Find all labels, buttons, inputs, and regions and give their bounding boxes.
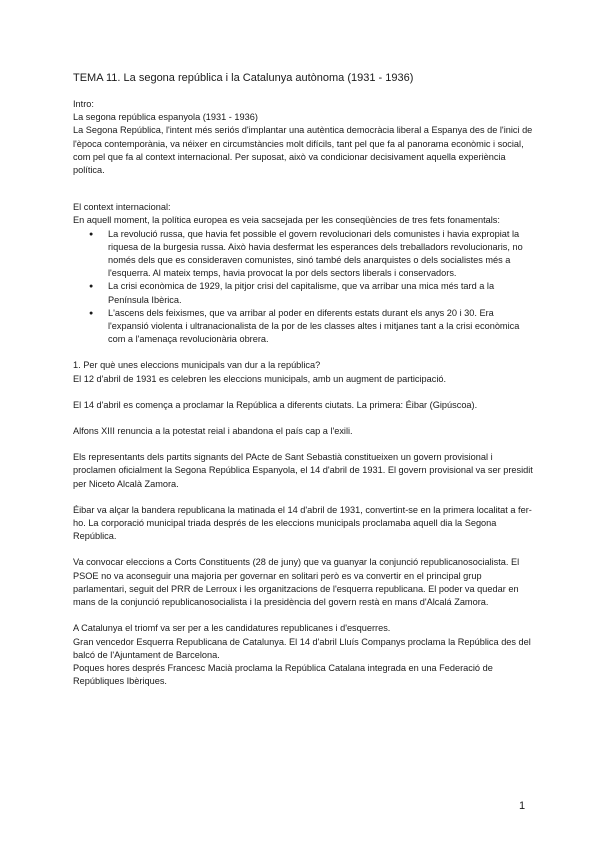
context-heading: El context internacional: [73,202,171,213]
spacer [73,609,535,622]
section1-heading: 1. Per què unes eleccions municipals van dur a la república? [73,360,321,371]
spacer [73,543,535,556]
bullet-item: ● La revolució russa, que havia fet possible el govern revolucionari dels comunistes i havia expropiat la riquesa de la burgesia russa. Això havia desfermat les esperances dels treballadors revolucionaris, no només dels que es consideraven comunistes, sinó també dels anarquistes o dels socialistes més a l'esquerra. Al mateix temps, havia provocat la por dels sectors liberals i conservadors. [108,228,535,281]
section1-paragraph: Poques hores després Francesc Macià proclama la República Catalana integrada en una Federació de Repúbliques Ibèriques. [73,662,493,687]
bullet-item: ● L'ascens dels feixismes, que va arribar al poder en diferents estats durant els anys 20 i 30. Era l'expansió violenta i ultranacionalista de la por de les classes altes i mitjanes tant a la crisi econòmica com a l'amenaça revolucionària obrera. [108,307,535,347]
section1-paragraph: Els representants dels partits signants del PActe de Sant Sebastià constitueixen un govern provisional i proclamen oficialment la Segona República Espanyola, el 14 d'abril de 1931. El govern provisional va ser presidit per Niceto Alcalà Zamora. [73,452,533,489]
page-number: 1 [519,800,526,812]
intro-heading: Intro: [73,99,94,109]
spacer [73,491,535,504]
spacer [73,346,535,359]
context-lead: En aquell moment, la política europea es veia sacsejada per les conseqüències de tres fets fonamentals: [73,215,500,226]
context-bullet-list [73,228,535,347]
section1-paragraph: Gran vencedor Esquerra Republicana de Catalunya. El 14 d'abril Lluís Companys proclama la República des del balcó de l'Ajuntament de Barcelona. [73,636,531,660]
spacer [73,438,535,451]
section1-paragraph: Alfons XIII renuncia a la potestat reial i abandona el país cap a l'exili. [73,426,353,437]
section1-paragraph: Va convocar eleccions a Corts Constituents (28 de juny) que va guanyar la conjunció republicanosocialista. El PSOE no va aconseguir una majoria per governar en solitari però es va convertir en el principal grup parlamentari, seguit del PRR de Lerroux i les organitzacions de l'esquerra republicana. El poder va quedar en mans de la conjunció republicanosocialista i la presidència del govern restà en mans d'Alcalá Zamora. [73,557,520,608]
document-body [73,71,535,688]
intro-paragraph: La Segona República, l'intent més seriós d'implantar una autèntica democràcia liberal a Espanya des de l'inici de l'època contemporània, va néixer en circumstàncies molt difícils, tant pel que fa al panorama econòmic i social, com pel que fa al context internacional. Per suposat, això va condicionar decisivament aquella experiència política. [73,125,533,176]
document-title: TEMA 11. La segona república i la Catalunya autònoma (1931 - 1936) [73,72,414,84]
spacer [73,386,535,399]
intro-subheading: La segona república espanyola (1931 - 1936) [73,112,258,123]
spacer [73,412,535,425]
section1-paragraph: El 14 d'abril es comença a proclamar la República a diferents ciutats. La primera: Éibar (Gipúscoa). [73,399,478,410]
spacer [73,177,535,201]
section1-paragraph: El 12 d'abril de 1931 es celebren les eleccions municipals, amb un augment de participació. [73,373,447,384]
bullet-item: ● La crisi econòmica de 1929, la pitjor crisi del capitalisme, que va arribar una mica més tard a la Península Ibèrica. [108,280,535,306]
section1-paragraph: A Catalunya el triomf va ser per a les candidatures republicanes i d'esquerres. [73,623,391,634]
section1-paragraph: Éibar va alçar la bandera republicana la matinada el 14 d'abril de 1931, convertint-se en la primera localitat a fer-ho. La corporació municipal triada després de les eleccions municipals proclamaba aquell dia la Segona República. [73,504,532,542]
